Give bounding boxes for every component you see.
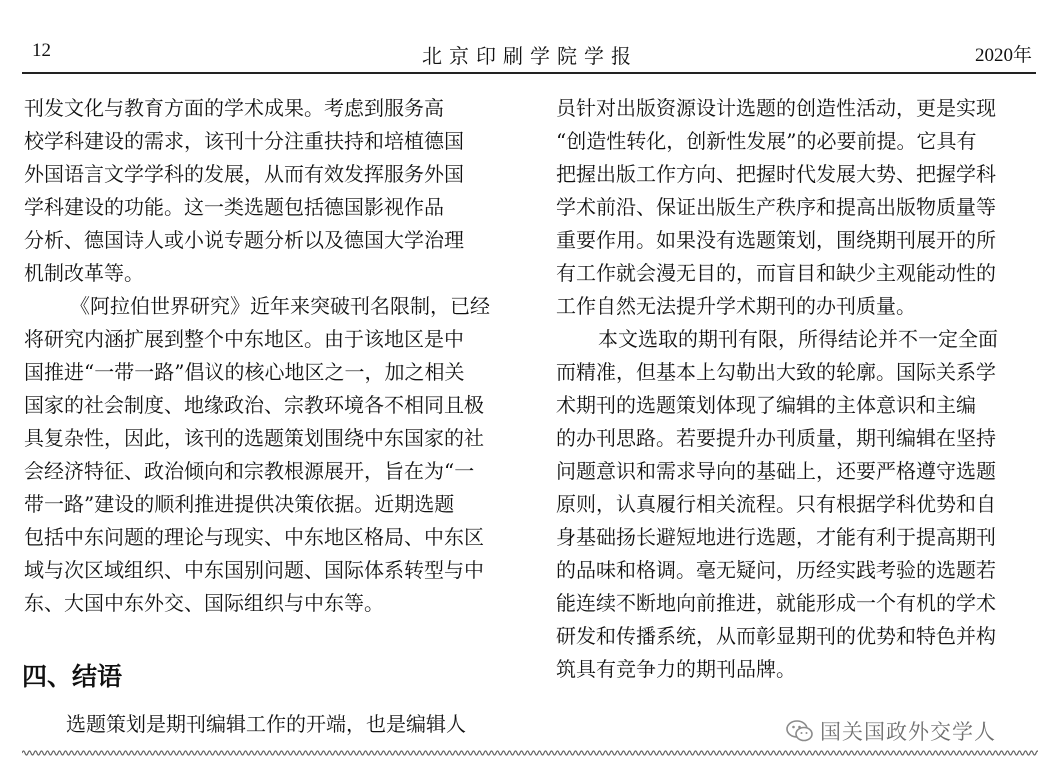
text-line: 将研究内涵扩展到整个中东地区。由于该地区是中	[24, 327, 464, 351]
text-line: 学科建设的功能。这一类选题包括德国影视作品	[24, 195, 444, 219]
text-line: 校学科建设的需求，该刊十分注重扶持和培植德国	[24, 129, 464, 153]
text-line: 工作自然无法提升学术期刊的办刊质量。	[556, 294, 916, 318]
text-line: 原则，认真履行相关流程。只有根据学科优势和自	[556, 492, 996, 516]
publication-year: 2020年	[974, 45, 1032, 66]
text-line: 国推进“一带一路”倡议的核心地区之一，加之相关	[24, 360, 465, 384]
text-line: 外国语言文学学科的发展，从而有效发挥服务外国	[24, 162, 464, 186]
text-line: 的办刊思路。若要提升办刊质量，期刊编辑在坚持	[556, 426, 996, 450]
text-line: 国家的社会制度、地缘政治、宗教环境各不相同且极	[24, 393, 484, 417]
text-line: 本文选取的期刊有限，所得结论并不一定全面	[598, 327, 998, 351]
page-number: 12	[32, 40, 51, 61]
text-line: “创造性转化，创新性发展”的必要前提。它具有	[556, 129, 977, 153]
text-line: 把握出版工作方向、把握时代发展大势、把握学科	[556, 162, 996, 186]
text-line: 刊发文化与教育方面的学术成果。考虑到服务高	[24, 96, 444, 120]
journal-title: 北京印刷学院学报	[422, 44, 638, 68]
text-line: 会经济特征、政治倾向和宗教根源展开，旨在为“一	[24, 459, 475, 483]
text-line: 重要作用。如果没有选题策划，围绕期刊展开的所	[556, 228, 996, 252]
text-line: 选题策划是期刊编辑工作的开端，也是编辑人	[66, 712, 466, 736]
text-line: 分析、德国诗人或小说专题分析以及德国大学治理	[24, 228, 464, 252]
text-line: 研发和传播系统，从而彰显期刊的优势和特色并构	[556, 624, 996, 648]
right-column	[556, 92, 1040, 686]
text-line: 身基础扬长避短地进行选题，才能有利于提高期刊	[556, 525, 996, 549]
wechat-watermark	[786, 713, 996, 749]
header-rule	[22, 72, 1036, 74]
text-line: 具复杂性，因此，该刊的选题策划围绕中东国家的社	[24, 426, 484, 450]
watermark-text: 国关国政外交学人	[820, 720, 996, 744]
text-line: 员针对出版资源设计选题的创造性活动，更是实现	[556, 96, 996, 120]
text-line: 带一路”建设的顺利推进提供决策依据。近期选题	[24, 492, 455, 516]
text-line: 而精准，但基本上勾勒出大致的轮廓。国际关系学	[556, 360, 996, 384]
section-heading: 四、结语	[22, 662, 123, 691]
text-line: 《阿拉伯世界研究》近年来突破刊名限制，已经	[70, 294, 490, 318]
text-line: 的品味和格调。毫无疑问，历经实践考验的选题若	[556, 558, 996, 582]
text-line: 能连续不断地向前推进，就能形成一个有机的学术	[556, 591, 996, 615]
text-line: 术期刊的选题策划体现了编辑的主体意识和主编	[556, 393, 976, 417]
text-line: 包括中东问题的理论与现实、中东地区格局、中东区	[24, 525, 484, 549]
wechat-icon	[786, 719, 814, 743]
bottom-wavy-border	[22, 748, 1038, 758]
running-header	[24, 38, 1036, 68]
left-column	[24, 92, 508, 620]
text-line: 问题意识和需求导向的基础上，还要严格遵守选题	[556, 459, 996, 483]
text-line: 机制改革等。	[24, 261, 144, 285]
text-line: 有工作就会漫无目的，而盲目和缺少主观能动性的	[556, 261, 996, 285]
text-line: 域与次区域组织、中东国别问题、国际体系转型与中	[24, 558, 484, 582]
text-line: 学术前沿、保证出版生产秩序和提高出版物质量等	[556, 195, 996, 219]
text-line: 筑具有竞争力的期刊品牌。	[556, 657, 796, 681]
text-line: 东、大国中东外交、国际组织与中东等。	[24, 591, 384, 615]
